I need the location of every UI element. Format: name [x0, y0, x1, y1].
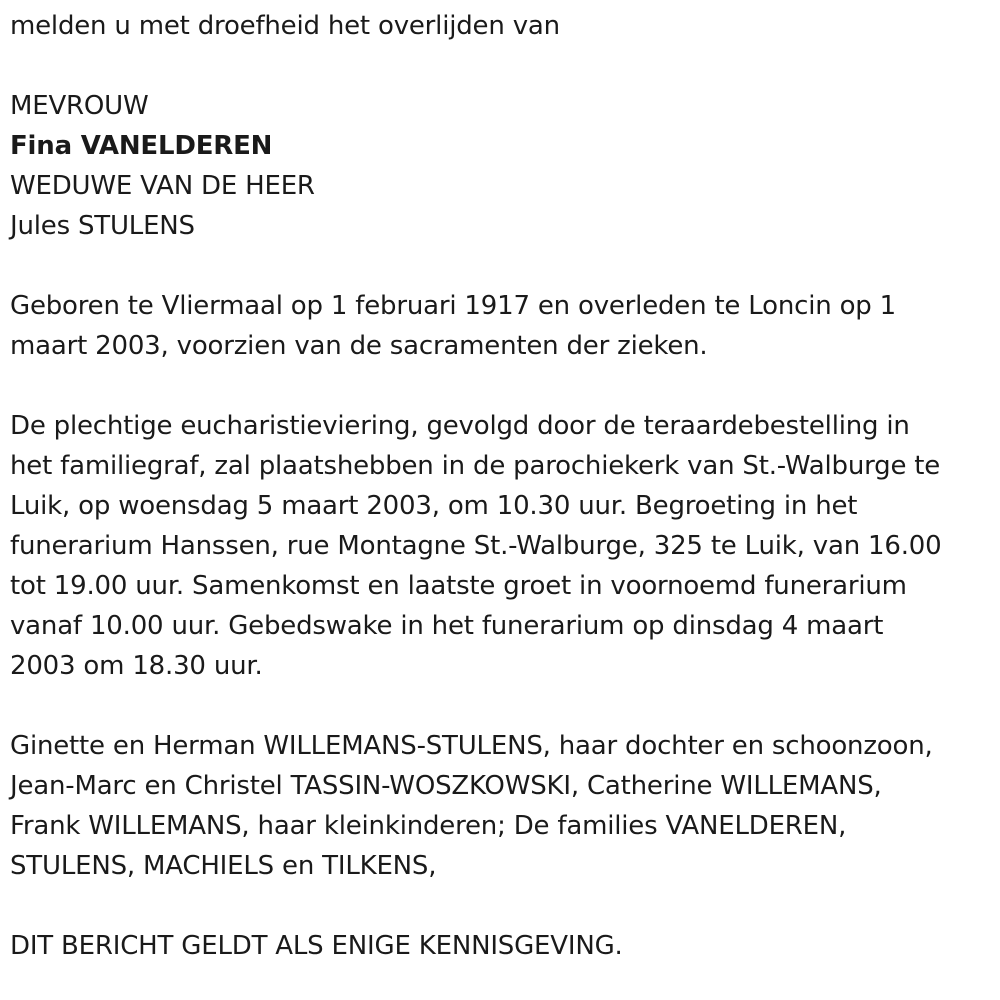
family-paragraph [10, 726, 990, 886]
spacer [10, 46, 990, 86]
spouse-name: Jules STULENS [10, 211, 195, 241]
paragraph-line: Geboren te Vliermaal op 1 februari 1917 en overleden te Loncin op 1 [10, 291, 896, 321]
ceremony-paragraph [10, 406, 990, 686]
paragraph-line: STULENS, MACHIELS en TILKENS, [10, 851, 437, 881]
spacer [10, 366, 990, 406]
paragraph-line: Ginette en Herman WILLEMANS-STULENS, haar dochter en schoonzoon, [10, 731, 933, 761]
paragraph-line: De plechtige eucharistieviering, gevolgd door de teraardebestelling in [10, 411, 910, 441]
birth-death-paragraph [10, 286, 990, 366]
paragraph-line: Jean-Marc en Christel TASSIN-WOSZKOWSKI, Catherine WILLEMANS, [10, 771, 882, 801]
paragraph-line: vanaf 10.00 uur. Gebedswake in het funerarium op dinsdag 4 maart [10, 611, 884, 641]
spacer [10, 246, 990, 286]
spacer [10, 886, 990, 926]
paragraph-line: tot 19.00 uur. Samenkomst en laatste groet in voornoemd funerarium [10, 571, 907, 601]
deceased-name: Fina VANELDEREN [10, 131, 273, 161]
paragraph-line: Frank WILLEMANS, haar kleinkinderen; De families VANELDEREN, [10, 811, 847, 841]
intro-line: melden u met droefheid het overlijden van [10, 11, 560, 41]
paragraph-line: 2003 om 18.30 uur. [10, 651, 263, 681]
closing-statement: DIT BERICHT GELDT ALS ENIGE KENNISGEVING. [10, 931, 623, 961]
paragraph-line: funerarium Hanssen, rue Montagne St.-Walburge, 325 te Luik, van 16.00 [10, 531, 942, 561]
obituary-notice [10, 0, 990, 966]
paragraph-line: Luik, op woensdag 5 maart 2003, om 10.30 uur. Begroeting in het [10, 491, 858, 521]
widow-of-label: WEDUWE VAN DE HEER [10, 171, 315, 201]
honorific: MEVROUW [10, 91, 149, 121]
paragraph-line: maart 2003, voorzien van de sacramenten der zieken. [10, 331, 708, 361]
paragraph-line: het familiegraf, zal plaatshebben in de parochiekerk van St.-Walburge te [10, 451, 941, 481]
spacer [10, 686, 990, 726]
